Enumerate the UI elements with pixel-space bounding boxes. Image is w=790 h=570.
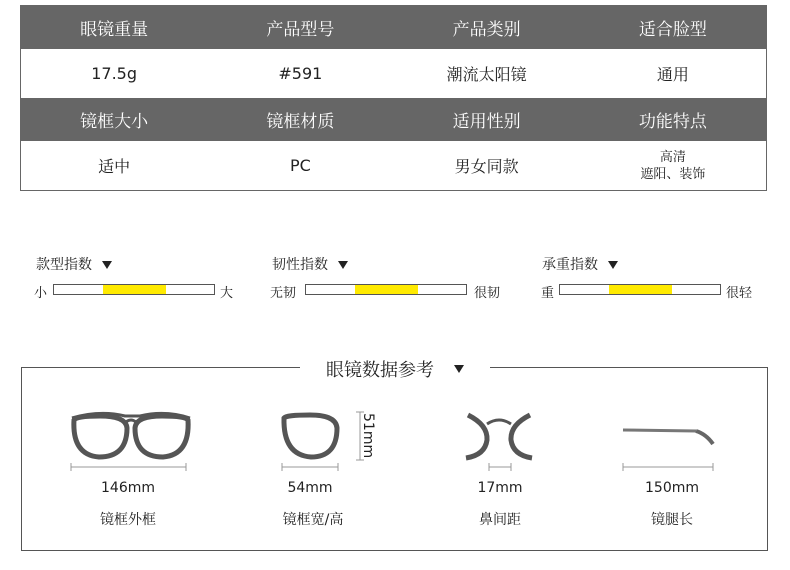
header-gender: 适用性别 <box>452 112 521 132</box>
header-frame-size: 镜框大小 <box>80 112 149 132</box>
toughness-index-max-label: 很韧 <box>474 286 501 301</box>
temple-icon <box>623 430 713 444</box>
features-line-1: 高清 <box>659 149 686 165</box>
bridge-icon <box>466 415 532 458</box>
full-frame-icon <box>72 413 190 457</box>
frame-width-value: 146mm <box>101 480 155 496</box>
value-model: #591 <box>278 64 323 83</box>
value-category: 潮流太阳镜 <box>446 65 527 84</box>
style-index-min-label: 小 <box>34 286 48 301</box>
toughness-index-label: 韧性指数 <box>272 257 328 273</box>
bridge-value: 17mm <box>477 480 523 496</box>
lens-height-value: 51mm <box>360 413 376 459</box>
bridge-name: 鼻间距 <box>479 512 521 528</box>
weight-index-min-label: 重 <box>541 286 555 301</box>
header-face-shape: 适合脸型 <box>638 20 707 40</box>
header-model: 产品型号 <box>266 20 335 40</box>
value-frame-size: 适中 <box>98 157 131 176</box>
header-material: 镜框材质 <box>266 112 335 132</box>
frame-width-line <box>71 463 186 471</box>
single-lens-icon <box>284 415 337 457</box>
lens-size-value: 54mm <box>287 480 333 496</box>
value-face-shape: 通用 <box>656 65 689 84</box>
style-index-max-label: 大 <box>220 286 234 301</box>
bridge-width-line <box>489 463 511 471</box>
frame-width-name: 镜框外框 <box>100 512 156 528</box>
temple-value: 150mm <box>645 480 699 496</box>
lens-height-value-wrap <box>357 413 379 459</box>
lens-size-name: 镜框宽/高 <box>282 512 344 528</box>
lens-width-line <box>282 463 338 471</box>
features-line-2: 遮阳、装饰 <box>640 166 706 182</box>
temple-name: 镜腿长 <box>651 512 693 528</box>
weight-index-max-label: 很轻 <box>726 286 753 301</box>
toughness-index-min-label: 无韧 <box>270 286 297 301</box>
style-index-label: 款型指数 <box>36 257 92 273</box>
value-gender: 男女同款 <box>454 157 519 176</box>
value-material: PC <box>289 156 311 175</box>
header-category: 产品类别 <box>452 20 521 40</box>
header-weight: 眼镜重量 <box>80 20 149 40</box>
header-features: 功能特点 <box>638 112 707 132</box>
reference-title-label: 眼镜数据参考 <box>326 360 434 381</box>
temple-length-line <box>623 463 713 471</box>
value-weight: 17.5g <box>91 64 138 83</box>
weight-index-label: 承重指数 <box>542 257 598 273</box>
